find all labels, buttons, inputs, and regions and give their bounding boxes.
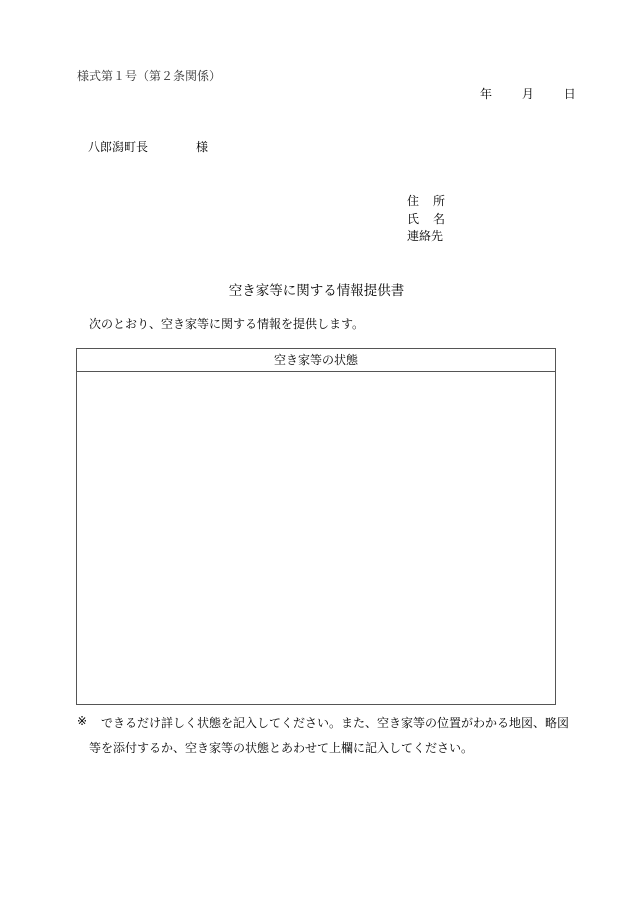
sender-name-label [407, 210, 445, 227]
document-title: 空き家等に関する情報提供書 [228, 283, 405, 299]
note-mark: ※ [77, 714, 88, 728]
addressee-name: 八郎潟町長 [88, 140, 149, 154]
intro-text: 次のとおり、空き家等に関する情報を提供します。 [89, 317, 365, 331]
sender-address-label-part1: 住 [407, 194, 420, 208]
sender-name-label-part1: 氏 [407, 212, 420, 226]
date-fields [480, 85, 576, 102]
date-month-label: 月 [521, 87, 534, 101]
note-line-1: できるだけ詳しく状態を記入してください。また、空き家等の位置がわかる地図、略図 [101, 716, 570, 730]
note-line-2: 等を添付するか、空き家等の状態とあわせて上欄に記入してください。 [89, 741, 474, 755]
date-day-label: 日 [563, 87, 576, 101]
sender-contact-label: 連絡先 [407, 229, 444, 243]
addressee-honorific: 様 [196, 140, 209, 154]
status-box [76, 348, 556, 705]
form-number: 様式第１号（第２条関係） [77, 69, 222, 83]
status-box-header: 空き家等の状態 [77, 349, 555, 372]
sender-address-label-part2: 所 [433, 194, 446, 208]
addressee [88, 138, 208, 155]
sender-name-label-part2: 名 [433, 212, 446, 226]
date-year-label: 年 [480, 87, 493, 101]
status-box-body[interactable] [77, 372, 555, 704]
sender-address-label [407, 192, 445, 209]
